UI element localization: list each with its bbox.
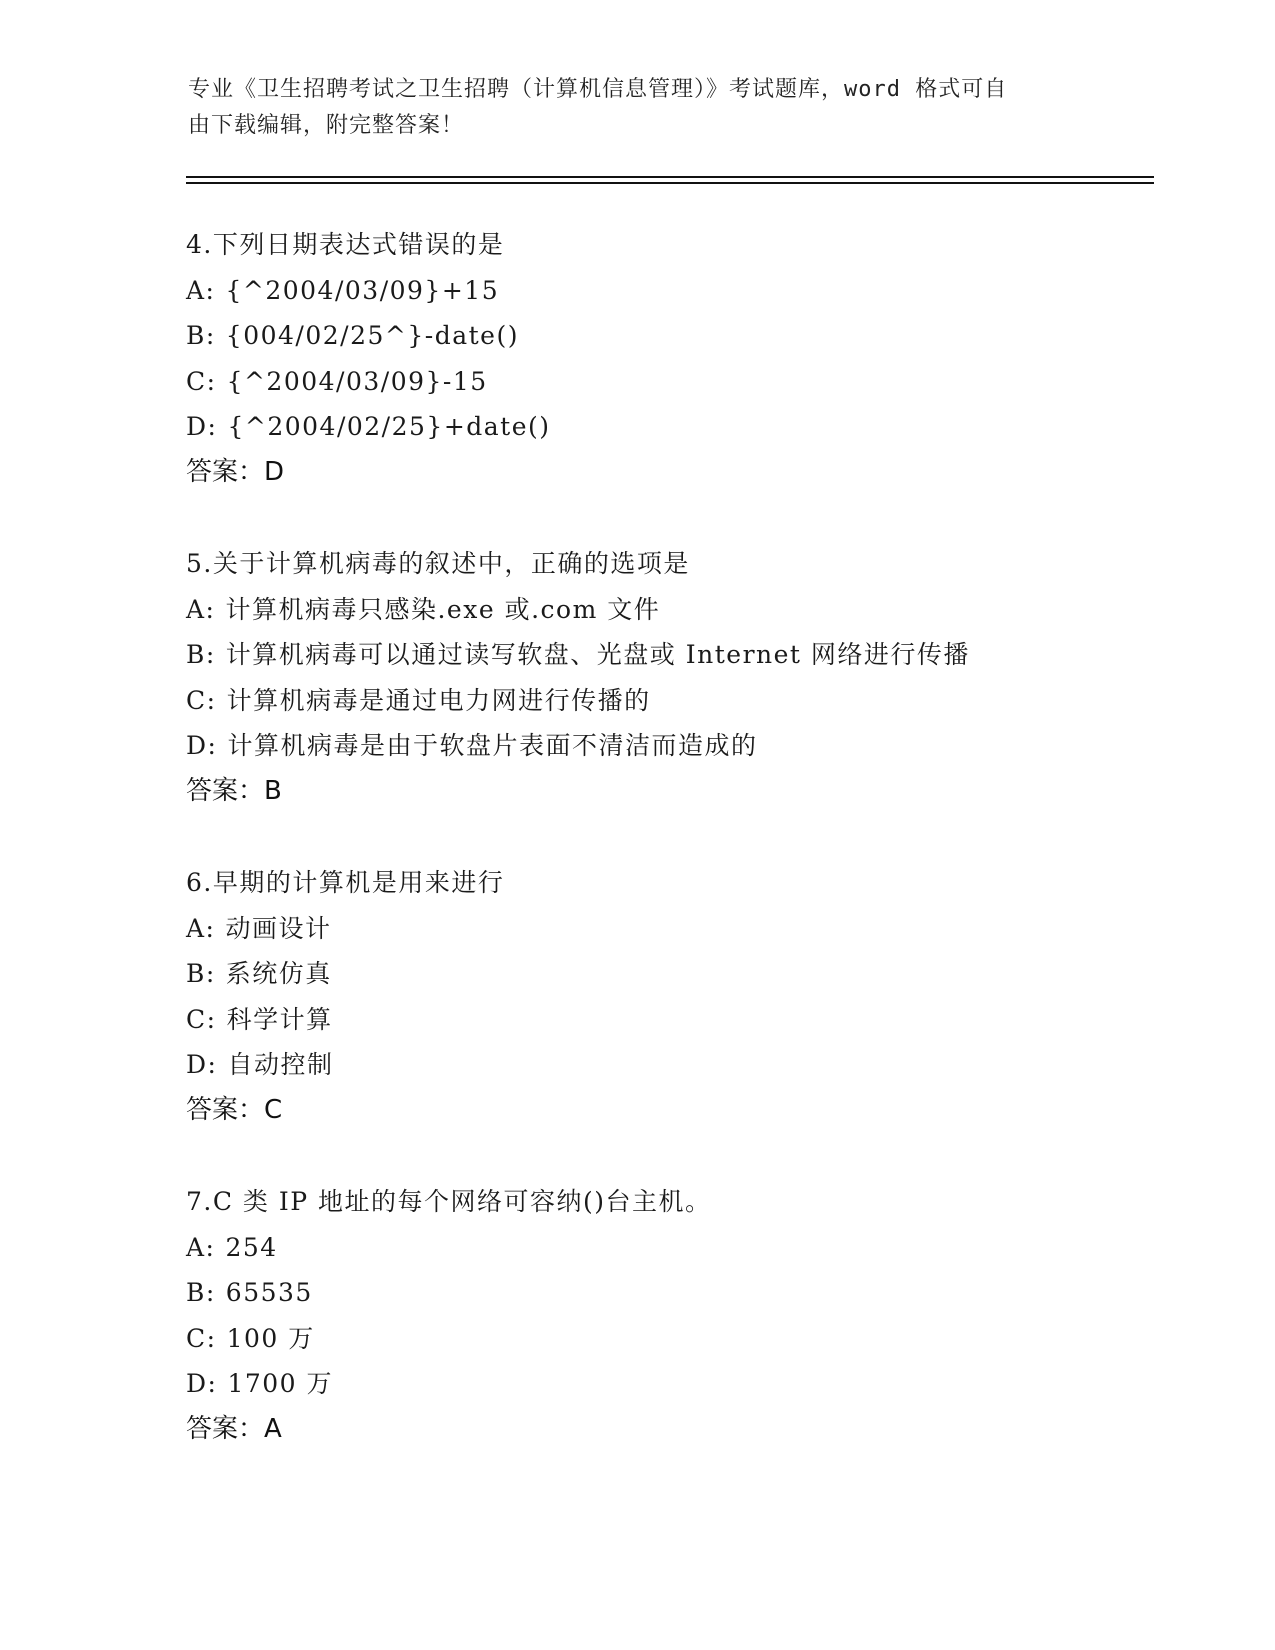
option-text: 动画设计 [225,913,332,943]
option-text: {004/02/25^}-date() [225,321,519,350]
question-5 [186,541,1186,814]
option-c [186,997,1186,1043]
option-label: D: [186,1050,218,1079]
question-stem: 5.关于计算机病毒的叙述中，正确的选项是 [186,549,690,578]
option-text: 254 [225,1232,278,1262]
option-label: A: [186,275,216,305]
answer: 答案：C [186,1094,283,1125]
option-text: 科学计算 [226,1004,333,1034]
header-divider-top [186,176,1154,178]
option-d [186,1361,1186,1407]
option-label: C: [186,1004,217,1034]
option-text: 系统仿真 [225,959,332,988]
option-text: {^2004/03/09}+15 [225,275,500,305]
option-text: 1700 万 [227,1369,334,1398]
option-label: A: [186,594,216,624]
question-stem: 6.早期的计算机是用来进行 [186,868,505,897]
option-c [186,359,1186,405]
intro-line-1: 专业《卫生招聘考试之卫生招聘（计算机信息管理）》考试题库，word 格式可自 [188,77,1008,102]
option-c [186,678,1186,724]
question-stem: 4.下列日期表达式错误的是 [186,230,505,259]
option-a [186,268,1186,314]
option-d [186,1042,1186,1088]
answer: 答案：A [186,1413,282,1444]
question-6 [186,860,1186,1133]
option-text: 计算机病毒是通过电力网进行传播的 [226,685,651,715]
option-label: B: [186,1278,216,1307]
option-a [186,1225,1186,1271]
question-stem: 7.C 类 IP 地址的每个网络可容纳()台主机。 [186,1187,712,1216]
option-label: A: [186,1232,216,1262]
option-label: B: [186,321,216,350]
option-b [186,951,1186,997]
option-label: C: [186,685,217,715]
intro-line-2: 由下载编辑，附完整答案！ [188,113,465,138]
question-4 [186,222,1186,495]
option-d [186,723,1186,769]
document-intro [188,72,1068,144]
option-label: C: [186,1323,217,1353]
option-text: 自动控制 [227,1050,334,1079]
option-text: 100 万 [226,1323,315,1353]
option-c [186,1316,1186,1362]
answer: 答案：D [186,456,285,487]
option-d [186,404,1186,450]
option-b [186,1270,1186,1316]
option-b [186,313,1186,359]
option-label: A: [186,913,216,943]
option-label: D: [186,731,218,760]
option-label: B: [186,959,216,988]
option-b [186,632,1186,678]
option-text: {^2004/02/25}+date() [227,412,551,441]
question-7 [186,1179,1186,1452]
option-label: D: [186,412,218,441]
option-a [186,906,1186,952]
option-label: D: [186,1369,218,1398]
option-a [186,587,1186,633]
option-label: C: [186,366,217,396]
option-text: 计算机病毒可以通过读写软盘、光盘或 Internet 网络进行传播 [225,640,970,669]
option-text: 计算机病毒是由于软盘片表面不清洁而造成的 [227,731,758,760]
answer: 答案：B [186,775,282,806]
header-divider-bottom [186,182,1154,184]
option-text: 65535 [225,1278,313,1307]
option-text: 计算机病毒只感染.exe 或.com 文件 [225,594,661,624]
option-label: B: [186,640,216,669]
option-text: {^2004/03/09}-15 [226,366,488,396]
